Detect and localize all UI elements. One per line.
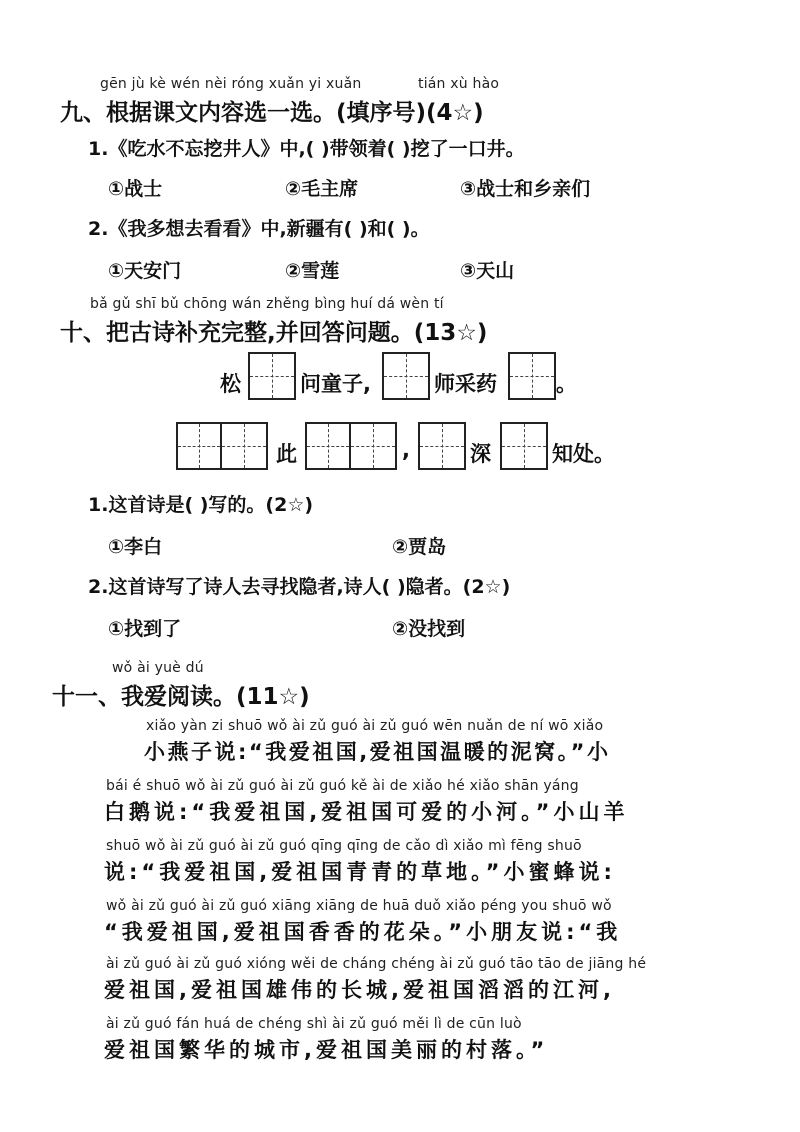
answer-grid-5[interactable] (305, 422, 397, 470)
reading-line5-pinyin: ài zǔ guó ài zǔ guó xióng wěi de cháng chéng ài zǔ guó tāo tāo de jiāng hé (106, 956, 647, 972)
reading-line4-pinyin: wǒ ài zǔ guó ài zǔ guó xiāng xiāng de huā duǒ xiǎo péng you shuō wǒ (106, 898, 612, 914)
section10-pinyin: bǎ gǔ shī bǔ chōng wán zhěng bìng huí dá wèn tí (90, 296, 444, 312)
q1-option-2: ②毛主席 (285, 178, 359, 200)
section9-pinyin: gēn jù kè wén nèi róng xuǎn yi xuǎn (100, 76, 362, 92)
s10-q1-option-1: ①李白 (108, 536, 163, 558)
answer-grid-4[interactable] (176, 422, 268, 470)
reading-line1-pinyin: xiǎo yàn zi shuō wǒ ài zǔ guó ài zǔ guó wēn nuǎn de ní wō xiǎo (146, 718, 604, 734)
reading-line4-text: “我爱祖国,爱祖国香香的花朵。”小朋友说:“我 (104, 920, 622, 944)
section10-question-2: 2.这首诗写了诗人去寻找隐者,诗人( )隐者。(2☆) (88, 576, 511, 598)
reading-line2-text: 白鹅说:“我爱祖国,爱祖国可爱的小河。”小山羊 (104, 800, 629, 824)
section9-title: 九、根据课文内容选一选。(填序号)(4☆) (60, 100, 484, 126)
poem-line1-end: 。 (556, 372, 577, 396)
answer-grid-6[interactable] (418, 422, 466, 470)
section10-title: 十、把古诗补充完整,并回答问题。(13☆) (60, 320, 488, 346)
poem-line2-char-2: 深 (470, 442, 491, 466)
s10-q1-option-2: ②贾岛 (392, 536, 447, 558)
poem-line2-end: 知处。 (552, 442, 615, 466)
answer-grid-2[interactable] (382, 352, 430, 400)
q1-option-3: ③战士和乡亲们 (460, 178, 591, 200)
reading-line3-pinyin: shuō wǒ ài zǔ guó ài zǔ guó qīng qīng de cǎo dì xiǎo mì fēng shuō (106, 838, 582, 854)
q2-option-1: ①天安门 (108, 260, 182, 282)
answer-grid-7[interactable] (500, 422, 548, 470)
q2-option-3: ③天山 (460, 260, 515, 282)
reading-line6-text: 爱祖国繁华的城市,爱祖国美丽的村落。” (104, 1038, 549, 1062)
section9-question-1: 1.《吃水不忘挖井人》中,( )带领着( )挖了一口井。 (88, 138, 525, 160)
q2-option-2: ②雪莲 (285, 260, 340, 282)
section10-question-1: 1.这首诗是( )写的。(2☆) (88, 494, 314, 516)
poem-line1-char: 松 (220, 372, 241, 396)
answer-grid-3[interactable] (508, 352, 556, 400)
section9-pinyin-2: tián xù hào (418, 76, 500, 92)
s10-q2-option-2: ②没找到 (392, 618, 466, 640)
reading-line3-text: 说:“我爱祖国,爱祖国青青的草地。”小蜜蜂说: (104, 860, 616, 884)
poem-line2-comma: , (402, 438, 410, 462)
reading-line2-pinyin: bái é shuō wǒ ài zǔ guó ài zǔ guó kě ài de xiǎo hé xiǎo shān yáng (106, 778, 579, 794)
section11-title: 十一、我爱阅读。(11☆) (52, 684, 310, 710)
reading-line1-text: 小燕子说:“我爱祖国,爱祖国温暖的泥窝。”小 (144, 740, 611, 764)
poem-line2-char: 此 (276, 442, 297, 466)
poem-line1-text-3: 师采药 (434, 372, 497, 396)
reading-line6-pinyin: ài zǔ guó fán huá de chéng shì ài zǔ guó měi lì de cūn luò (106, 1016, 522, 1032)
q1-option-1: ①战士 (108, 178, 163, 200)
section11-pinyin: wǒ ài yuè dú (112, 660, 204, 676)
section9-question-2: 2.《我多想去看看》中,新疆有( )和( )。 (88, 218, 430, 240)
s10-q2-option-1: ①找到了 (108, 618, 182, 640)
answer-grid-1[interactable] (248, 352, 296, 400)
poem-line1-text-2: 问童子, (300, 372, 371, 396)
reading-line5-text: 爱祖国,爱祖国雄伟的长城,爱祖国滔滔的江河, (104, 978, 615, 1002)
